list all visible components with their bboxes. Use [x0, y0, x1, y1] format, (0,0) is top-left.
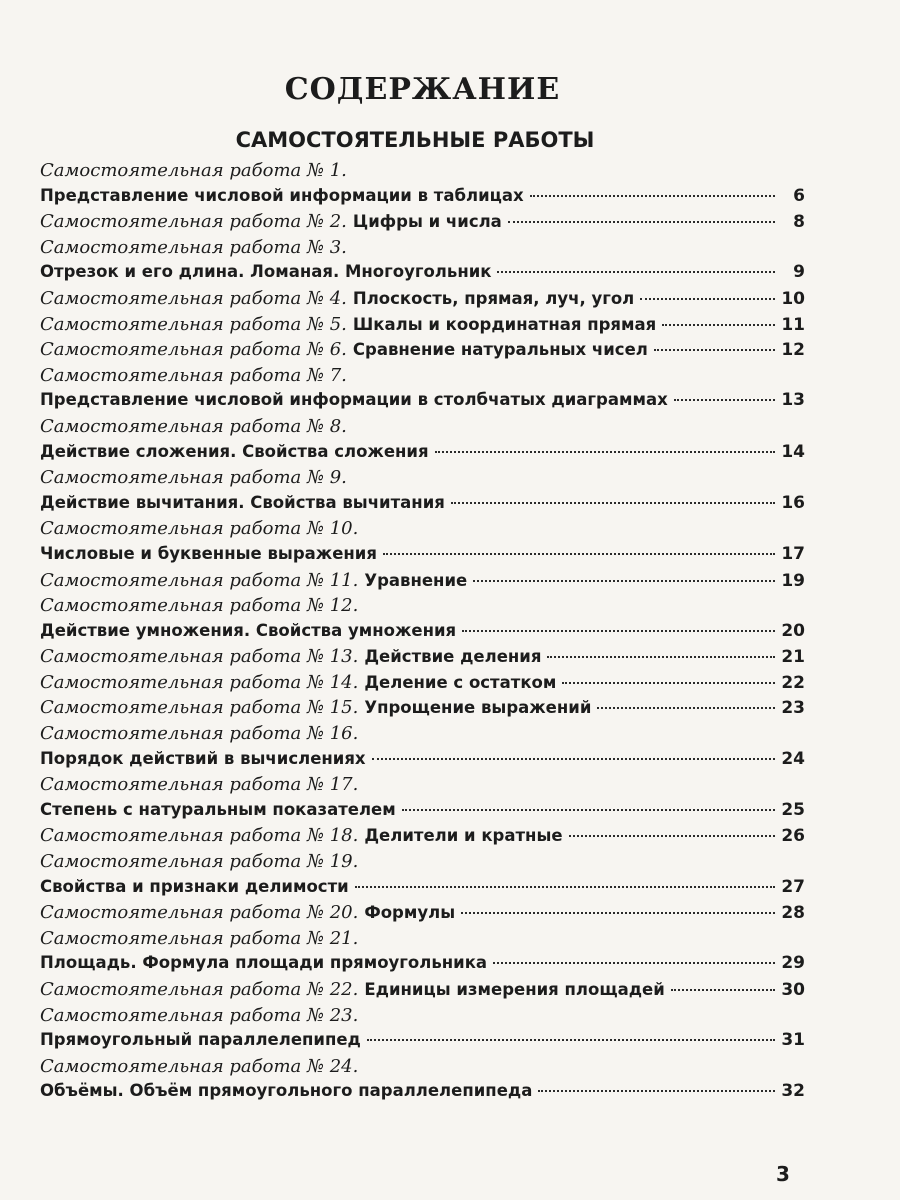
toc-entry — [40, 1030, 805, 1056]
work-label: Самостоятельная работа № 1. — [40, 160, 347, 181]
topic-title: Действие сложения. Свойства сложения — [40, 441, 429, 461]
dot-leader — [493, 962, 775, 964]
toc-entry — [40, 800, 805, 826]
toc-entry — [40, 979, 805, 1005]
toc-entry — [40, 416, 805, 442]
topic-title: Действие умножения. Свойства умножения — [40, 620, 457, 640]
dot-leader — [538, 1090, 775, 1092]
page-title: СОДЕРЖАНИЕ — [284, 72, 561, 107]
entry-page-number: 16 — [781, 492, 805, 513]
dot-leader — [671, 989, 775, 991]
dot-leader — [508, 221, 775, 223]
entry-page-number: 30 — [781, 980, 805, 1000]
entry-page-number: 9 — [793, 262, 805, 283]
toc-entry — [40, 314, 805, 340]
toc-entry — [40, 160, 805, 186]
table-of-contents — [40, 160, 805, 1107]
entry-page-number: 32 — [781, 1081, 805, 1102]
entry-page-number: 14 — [781, 441, 805, 462]
entry-page-number: 25 — [781, 799, 805, 820]
toc-entry — [40, 595, 805, 621]
entry-page-number: 20 — [781, 620, 805, 641]
topic-title: Деление с остатком — [364, 672, 557, 692]
work-label: Самостоятельная работа № 14. — [40, 671, 359, 693]
entry-page-number: 28 — [781, 903, 805, 924]
entry-page-number: 8 — [793, 212, 805, 233]
toc-entry — [40, 390, 805, 416]
work-label: Самостоятельная работа № 2. — [40, 211, 347, 233]
toc-entry — [40, 442, 805, 468]
dot-leader — [461, 912, 775, 914]
topic-title: Упрощение выражений — [364, 698, 592, 718]
work-label: Самостоятельная работа № 10. — [40, 518, 359, 540]
work-label: Самостоятельная работа № 16. — [40, 723, 359, 745]
topic-title: Уравнение — [364, 570, 468, 590]
entry-page-number: 24 — [781, 748, 805, 769]
dot-leader — [372, 758, 775, 760]
toc-entry — [40, 877, 805, 903]
toc-entry — [40, 1056, 805, 1082]
toc-entry — [40, 237, 805, 263]
topic-title: Действие вычитания. Свойства вычитания — [40, 492, 445, 512]
dot-leader — [402, 809, 775, 811]
toc-entry — [40, 697, 805, 723]
toc-entry — [40, 749, 805, 775]
work-label: Самостоятельная работа № 7. — [40, 364, 347, 386]
toc-entry — [40, 467, 805, 493]
toc-entry — [40, 493, 805, 519]
toc-entry — [40, 262, 805, 288]
dot-leader — [435, 451, 775, 453]
topic-title: Делители и кратные — [364, 826, 563, 846]
entry-page-number: 31 — [781, 1030, 805, 1051]
toc-entry — [40, 928, 805, 954]
dot-leader — [569, 835, 775, 837]
work-label: Самостоятельная работа № 19. — [40, 851, 359, 873]
work-label: Самостоятельная работа № 3. — [40, 236, 347, 258]
work-label: Самостоятельная работа № 5. — [40, 313, 347, 335]
dot-leader — [597, 707, 775, 709]
toc-entry — [40, 723, 805, 749]
entry-page-number: 12 — [781, 340, 805, 361]
dot-leader — [674, 399, 775, 401]
work-label: Самостоятельная работа № 22. — [40, 979, 359, 1000]
topic-title: Площадь. Формула площади прямоугольника — [40, 953, 488, 973]
dot-leader — [462, 630, 775, 632]
work-label: Самостоятельная работа № 21. — [40, 927, 359, 949]
dot-leader — [547, 656, 775, 658]
page-number: 3 — [776, 1162, 790, 1186]
entry-page-number: 27 — [781, 876, 805, 897]
dot-leader — [383, 553, 775, 555]
entry-page-number: 6 — [793, 185, 805, 206]
topic-title: Свойства и признаки делимости — [40, 876, 349, 896]
toc-entry — [40, 211, 805, 237]
entry-page-number: 23 — [781, 698, 805, 719]
entry-page-number: 22 — [781, 672, 805, 693]
topic-title: Отрезок и его длина. Ломаная. Многоугольник — [40, 262, 492, 282]
toc-entry — [40, 186, 805, 212]
topic-title: Степень с натуральным показателем — [40, 799, 396, 819]
topic-title: Шкалы и координатная прямая — [352, 314, 657, 334]
dot-leader — [640, 298, 775, 300]
toc-entry — [40, 774, 805, 800]
entry-page-number: 11 — [781, 314, 805, 335]
work-label: Самостоятельная работа № 24. — [40, 1055, 359, 1077]
toc-entry — [40, 851, 805, 877]
work-label: Самостоятельная работа № 8. — [40, 415, 347, 437]
topic-title: Формулы — [364, 903, 456, 923]
toc-entry — [40, 902, 805, 928]
work-label: Самостоятельная работа № 13. — [40, 646, 359, 668]
topic-title: Плоскость, прямая, луч, угол — [352, 288, 635, 308]
work-label: Самостоятельная работа № 17. — [40, 774, 359, 796]
dot-leader — [367, 1039, 775, 1041]
dot-leader — [355, 886, 775, 888]
topic-title: Представление числовой информации в столбчатых диаграммах — [40, 390, 668, 410]
dot-leader — [451, 502, 775, 504]
toc-entry — [40, 544, 805, 570]
toc-entry — [40, 1081, 805, 1107]
work-label: Самостоятельная работа № 9. — [40, 467, 347, 489]
dot-leader — [562, 682, 775, 684]
work-label: Самостоятельная работа № 20. — [40, 902, 359, 924]
toc-entry — [40, 825, 805, 851]
topic-title: Цифры и числа — [352, 212, 502, 232]
toc-entry — [40, 953, 805, 979]
toc-entry — [40, 570, 805, 596]
dot-leader — [473, 580, 775, 582]
work-label: Самостоятельная работа № 18. — [40, 825, 359, 847]
toc-entry — [40, 621, 805, 647]
entry-page-number: 26 — [781, 826, 805, 847]
toc-entry — [40, 518, 805, 544]
entry-page-number: 17 — [781, 543, 805, 564]
dot-leader — [654, 349, 775, 351]
entry-page-number: 19 — [781, 570, 805, 591]
toc-entry — [40, 339, 805, 365]
toc-entry — [40, 672, 805, 698]
dot-leader — [497, 271, 775, 273]
toc-entry — [40, 288, 805, 314]
work-label: Самостоятельная работа № 23. — [40, 1004, 359, 1026]
topic-title: Единицы измерения площадей — [364, 980, 665, 999]
dot-leader — [662, 324, 775, 326]
topic-title: Порядок действий в вычислениях — [40, 748, 366, 768]
entry-page-number: 13 — [781, 390, 805, 411]
work-label: Самостоятельная работа № 11. — [40, 569, 359, 591]
work-label: Самостоятельная работа № 15. — [40, 697, 359, 719]
topic-title: Действие деления — [364, 647, 542, 667]
topic-title: Представление числовой информации в таблицах — [40, 185, 524, 205]
dot-leader — [530, 195, 775, 197]
section-heading: САМОСТОЯТЕЛЬНЫЕ РАБОТЫ — [235, 128, 595, 152]
entry-page-number: 10 — [781, 288, 805, 309]
entry-page-number: 29 — [781, 953, 805, 974]
topic-title: Объёмы. Объём прямоугольного параллелепипеда — [40, 1081, 533, 1101]
work-label: Самостоятельная работа № 4. — [40, 287, 347, 309]
toc-entry — [40, 1005, 805, 1031]
topic-title: Числовые и буквенные выражения — [40, 543, 377, 563]
toc-entry — [40, 365, 805, 391]
work-label: Самостоятельная работа № 12. — [40, 595, 359, 617]
work-label: Самостоятельная работа № 6. — [40, 339, 347, 361]
topic-title: Прямоугольный параллелепипед — [40, 1030, 361, 1050]
toc-entry — [40, 646, 805, 672]
entry-page-number: 21 — [781, 647, 805, 668]
topic-title: Сравнение натуральных чисел — [352, 340, 648, 360]
